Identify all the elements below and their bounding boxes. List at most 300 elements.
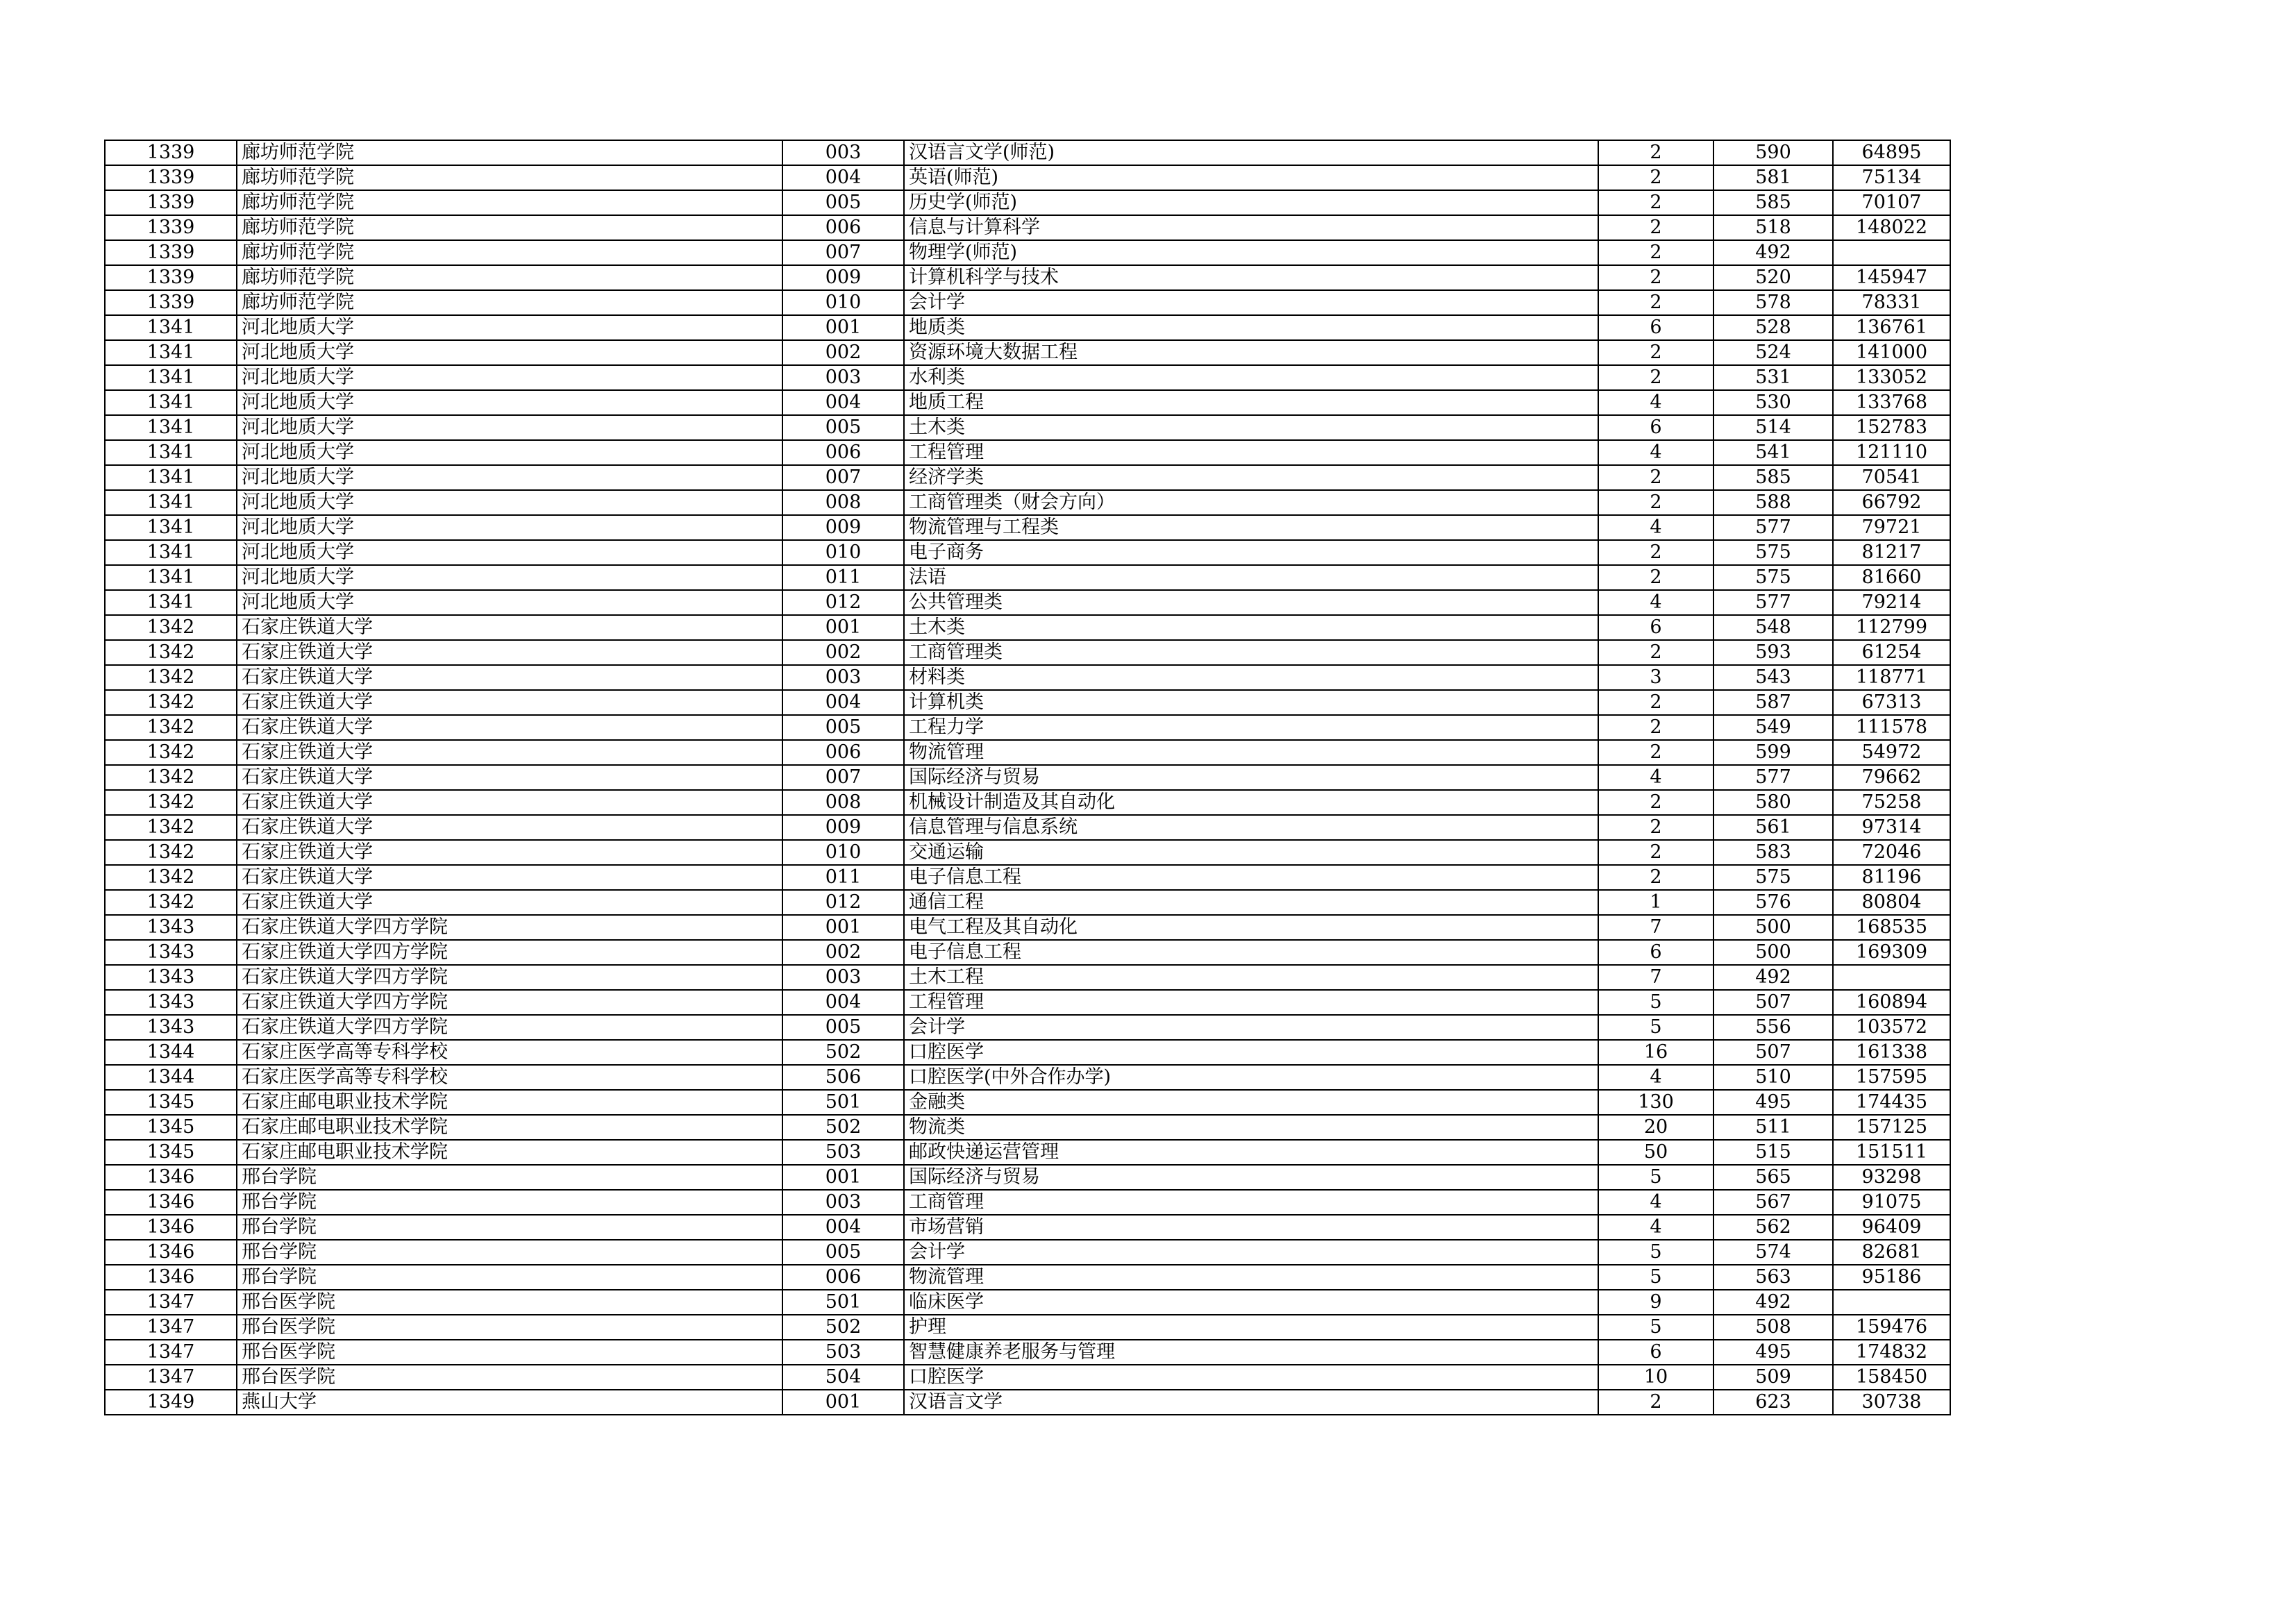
min-score-cell: 509 xyxy=(1713,1365,1833,1390)
major-name-cell: 工商管理 xyxy=(904,1190,1598,1215)
plan-count-cell: 4 xyxy=(1598,1215,1713,1240)
min-score-cell: 583 xyxy=(1713,840,1833,865)
school-name-cell: 邢台学院 xyxy=(237,1165,782,1190)
major-code-cell: 007 xyxy=(782,765,904,790)
school-code-cell: 1339 xyxy=(105,290,237,315)
major-code-cell: 501 xyxy=(782,1290,904,1315)
major-code-cell: 006 xyxy=(782,740,904,765)
plan-count-cell: 5 xyxy=(1598,1315,1713,1340)
min-rank-cell xyxy=(1833,240,1950,265)
min-score-cell: 588 xyxy=(1713,490,1833,515)
plan-count-cell: 2 xyxy=(1598,215,1713,240)
plan-count-cell: 2 xyxy=(1598,465,1713,490)
min-rank-cell: 61254 xyxy=(1833,640,1950,665)
school-name-cell: 河北地质大学 xyxy=(237,340,782,365)
table-row xyxy=(105,990,1950,1015)
major-name-cell: 资源环境大数据工程 xyxy=(904,340,1598,365)
major-code-cell: 004 xyxy=(782,165,904,190)
school-code-cell: 1343 xyxy=(105,990,237,1015)
min-score-cell: 575 xyxy=(1713,540,1833,565)
major-name-cell: 地质工程 xyxy=(904,390,1598,415)
major-code-cell: 001 xyxy=(782,1165,904,1190)
min-score-cell: 507 xyxy=(1713,1040,1833,1065)
min-rank-cell: 158450 xyxy=(1833,1365,1950,1390)
school-name-cell: 石家庄铁道大学 xyxy=(237,665,782,690)
school-name-cell: 邢台学院 xyxy=(237,1265,782,1290)
major-code-cell: 005 xyxy=(782,1240,904,1265)
major-code-cell: 006 xyxy=(782,215,904,240)
major-name-cell: 法语 xyxy=(904,565,1598,590)
school-name-cell: 石家庄铁道大学 xyxy=(237,865,782,890)
school-name-cell: 石家庄铁道大学 xyxy=(237,765,782,790)
school-name-cell: 石家庄铁道大学 xyxy=(237,890,782,915)
table-row xyxy=(105,140,1950,165)
table-row xyxy=(105,865,1950,890)
school-code-cell: 1341 xyxy=(105,540,237,565)
school-code-cell: 1341 xyxy=(105,365,237,390)
min-rank-cell: 82681 xyxy=(1833,1240,1950,1265)
min-rank-cell: 79721 xyxy=(1833,515,1950,540)
school-name-cell: 廊坊师范学院 xyxy=(237,190,782,215)
min-rank-cell: 118771 xyxy=(1833,665,1950,690)
major-code-cell: 003 xyxy=(782,140,904,165)
min-rank-cell: 145947 xyxy=(1833,265,1950,290)
school-name-cell: 河北地质大学 xyxy=(237,440,782,465)
min-rank-cell: 96409 xyxy=(1833,1215,1950,1240)
min-rank-cell: 75134 xyxy=(1833,165,1950,190)
plan-count-cell: 4 xyxy=(1598,765,1713,790)
table-row xyxy=(105,490,1950,515)
min-rank-cell: 121110 xyxy=(1833,440,1950,465)
major-name-cell: 电子信息工程 xyxy=(904,865,1598,890)
table-row xyxy=(105,1015,1950,1040)
major-name-cell: 材料类 xyxy=(904,665,1598,690)
table-row xyxy=(105,1065,1950,1090)
plan-count-cell: 6 xyxy=(1598,1340,1713,1365)
table-row xyxy=(105,440,1950,465)
school-name-cell: 石家庄铁道大学四方学院 xyxy=(237,965,782,990)
major-name-cell: 电子信息工程 xyxy=(904,940,1598,965)
min-rank-cell: 168535 xyxy=(1833,915,1950,940)
plan-count-cell: 2 xyxy=(1598,790,1713,815)
major-code-cell: 004 xyxy=(782,990,904,1015)
major-code-cell: 502 xyxy=(782,1115,904,1140)
min-score-cell: 510 xyxy=(1713,1065,1833,1090)
school-name-cell: 石家庄铁道大学 xyxy=(237,790,782,815)
min-rank-cell: 112799 xyxy=(1833,615,1950,640)
table-row xyxy=(105,890,1950,915)
major-name-cell: 汉语言文学(师范) xyxy=(904,140,1598,165)
school-code-cell: 1346 xyxy=(105,1215,237,1240)
min-score-cell: 577 xyxy=(1713,765,1833,790)
school-code-cell: 1342 xyxy=(105,790,237,815)
table-row xyxy=(105,1090,1950,1115)
min-score-cell: 593 xyxy=(1713,640,1833,665)
table-row xyxy=(105,415,1950,440)
school-code-cell: 1341 xyxy=(105,490,237,515)
min-score-cell: 587 xyxy=(1713,690,1833,715)
table-row xyxy=(105,290,1950,315)
school-code-cell: 1341 xyxy=(105,340,237,365)
min-rank-cell: 30738 xyxy=(1833,1390,1950,1415)
major-code-cell: 004 xyxy=(782,390,904,415)
school-code-cell: 1346 xyxy=(105,1165,237,1190)
major-code-cell: 005 xyxy=(782,1015,904,1040)
major-code-cell: 502 xyxy=(782,1315,904,1340)
school-name-cell: 石家庄铁道大学四方学院 xyxy=(237,1015,782,1040)
min-rank-cell: 174435 xyxy=(1833,1090,1950,1115)
min-rank-cell: 78331 xyxy=(1833,290,1950,315)
major-code-cell: 501 xyxy=(782,1090,904,1115)
table-row xyxy=(105,1315,1950,1340)
plan-count-cell: 6 xyxy=(1598,415,1713,440)
school-name-cell: 邢台医学院 xyxy=(237,1340,782,1365)
school-name-cell: 邢台医学院 xyxy=(237,1290,782,1315)
major-name-cell: 会计学 xyxy=(904,1240,1598,1265)
school-code-cell: 1347 xyxy=(105,1315,237,1340)
min-score-cell: 574 xyxy=(1713,1240,1833,1265)
major-name-cell: 物流管理 xyxy=(904,1265,1598,1290)
school-code-cell: 1346 xyxy=(105,1265,237,1290)
plan-count-cell: 2 xyxy=(1598,140,1713,165)
min-score-cell: 549 xyxy=(1713,715,1833,740)
major-code-cell: 005 xyxy=(782,415,904,440)
school-code-cell: 1343 xyxy=(105,1015,237,1040)
table-row xyxy=(105,1040,1950,1065)
school-name-cell: 河北地质大学 xyxy=(237,590,782,615)
school-code-cell: 1342 xyxy=(105,840,237,865)
plan-count-cell: 4 xyxy=(1598,440,1713,465)
min-score-cell: 599 xyxy=(1713,740,1833,765)
table-row xyxy=(105,965,1950,990)
major-name-cell: 计算机科学与技术 xyxy=(904,265,1598,290)
min-score-cell: 577 xyxy=(1713,590,1833,615)
school-code-cell: 1349 xyxy=(105,1390,237,1415)
table-row xyxy=(105,690,1950,715)
school-code-cell: 1346 xyxy=(105,1240,237,1265)
plan-count-cell: 4 xyxy=(1598,1065,1713,1090)
major-name-cell: 历史学(师范) xyxy=(904,190,1598,215)
min-score-cell: 580 xyxy=(1713,790,1833,815)
major-code-cell: 012 xyxy=(782,890,904,915)
plan-count-cell: 2 xyxy=(1598,690,1713,715)
major-code-cell: 001 xyxy=(782,615,904,640)
plan-count-cell: 2 xyxy=(1598,340,1713,365)
major-code-cell: 503 xyxy=(782,1140,904,1165)
major-name-cell: 临床医学 xyxy=(904,1290,1598,1315)
min-score-cell: 561 xyxy=(1713,815,1833,840)
min-score-cell: 576 xyxy=(1713,890,1833,915)
min-score-cell: 500 xyxy=(1713,940,1833,965)
plan-count-cell: 2 xyxy=(1598,715,1713,740)
major-code-cell: 007 xyxy=(782,240,904,265)
table-row xyxy=(105,1340,1950,1365)
min-score-cell: 515 xyxy=(1713,1140,1833,1165)
major-code-cell: 001 xyxy=(782,1390,904,1415)
min-score-cell: 575 xyxy=(1713,865,1833,890)
plan-count-cell: 3 xyxy=(1598,665,1713,690)
table-row xyxy=(105,665,1950,690)
min-score-cell: 623 xyxy=(1713,1390,1833,1415)
school-code-cell: 1341 xyxy=(105,390,237,415)
min-rank-cell: 111578 xyxy=(1833,715,1950,740)
table-row xyxy=(105,240,1950,265)
plan-count-cell: 5 xyxy=(1598,1165,1713,1190)
min-score-cell: 492 xyxy=(1713,1290,1833,1315)
plan-count-cell: 5 xyxy=(1598,1240,1713,1265)
major-name-cell: 汉语言文学 xyxy=(904,1390,1598,1415)
school-name-cell: 石家庄铁道大学 xyxy=(237,690,782,715)
min-score-cell: 590 xyxy=(1713,140,1833,165)
min-score-cell: 575 xyxy=(1713,565,1833,590)
min-rank-cell xyxy=(1833,1290,1950,1315)
school-code-cell: 1343 xyxy=(105,965,237,990)
plan-count-cell: 4 xyxy=(1598,590,1713,615)
min-rank-cell: 80804 xyxy=(1833,890,1950,915)
major-name-cell: 地质类 xyxy=(904,315,1598,340)
table-row xyxy=(105,615,1950,640)
school-name-cell: 河北地质大学 xyxy=(237,415,782,440)
major-name-cell: 工程管理 xyxy=(904,990,1598,1015)
min-rank-cell: 157125 xyxy=(1833,1115,1950,1140)
plan-count-cell: 6 xyxy=(1598,615,1713,640)
major-name-cell: 市场营销 xyxy=(904,1215,1598,1240)
major-name-cell: 机械设计制造及其自动化 xyxy=(904,790,1598,815)
min-score-cell: 567 xyxy=(1713,1190,1833,1215)
school-code-cell: 1341 xyxy=(105,565,237,590)
admission-table xyxy=(104,140,1951,1415)
min-score-cell: 492 xyxy=(1713,240,1833,265)
plan-count-cell: 4 xyxy=(1598,390,1713,415)
major-code-cell: 506 xyxy=(782,1065,904,1090)
min-rank-cell: 152783 xyxy=(1833,415,1950,440)
school-code-cell: 1346 xyxy=(105,1190,237,1215)
major-code-cell: 002 xyxy=(782,940,904,965)
school-code-cell: 1339 xyxy=(105,265,237,290)
school-name-cell: 邢台学院 xyxy=(237,1190,782,1215)
plan-count-cell: 5 xyxy=(1598,990,1713,1015)
major-name-cell: 物流管理 xyxy=(904,740,1598,765)
plan-count-cell: 2 xyxy=(1598,740,1713,765)
school-name-cell: 石家庄邮电职业技术学院 xyxy=(237,1115,782,1140)
table-row xyxy=(105,815,1950,840)
min-rank-cell: 64895 xyxy=(1833,140,1950,165)
plan-count-cell: 2 xyxy=(1598,165,1713,190)
school-code-cell: 1342 xyxy=(105,765,237,790)
major-name-cell: 物理学(师范) xyxy=(904,240,1598,265)
school-code-cell: 1342 xyxy=(105,640,237,665)
major-name-cell: 口腔医学(中外合作办学) xyxy=(904,1065,1598,1090)
major-code-cell: 003 xyxy=(782,1190,904,1215)
major-name-cell: 信息与计算科学 xyxy=(904,215,1598,240)
table-body xyxy=(105,140,1950,1415)
school-name-cell: 廊坊师范学院 xyxy=(237,140,782,165)
table-row xyxy=(105,765,1950,790)
min-score-cell: 492 xyxy=(1713,965,1833,990)
min-rank-cell: 79662 xyxy=(1833,765,1950,790)
major-name-cell: 工程力学 xyxy=(904,715,1598,740)
major-name-cell: 土木类 xyxy=(904,615,1598,640)
major-code-cell: 011 xyxy=(782,565,904,590)
school-code-cell: 1345 xyxy=(105,1115,237,1140)
major-code-cell: 004 xyxy=(782,690,904,715)
major-code-cell: 005 xyxy=(782,190,904,215)
table-row xyxy=(105,265,1950,290)
school-name-cell: 邢台医学院 xyxy=(237,1315,782,1340)
major-code-cell: 010 xyxy=(782,840,904,865)
school-name-cell: 邢台医学院 xyxy=(237,1365,782,1390)
plan-count-cell: 7 xyxy=(1598,915,1713,940)
min-score-cell: 514 xyxy=(1713,415,1833,440)
min-score-cell: 524 xyxy=(1713,340,1833,365)
school-name-cell: 河北地质大学 xyxy=(237,565,782,590)
min-rank-cell: 66792 xyxy=(1833,490,1950,515)
table-row xyxy=(105,315,1950,340)
major-code-cell: 003 xyxy=(782,965,904,990)
major-code-cell: 009 xyxy=(782,515,904,540)
min-rank-cell: 174832 xyxy=(1833,1340,1950,1365)
school-code-cell: 1343 xyxy=(105,915,237,940)
school-code-cell: 1345 xyxy=(105,1140,237,1165)
min-rank-cell: 141000 xyxy=(1833,340,1950,365)
plan-count-cell: 6 xyxy=(1598,315,1713,340)
major-code-cell: 002 xyxy=(782,340,904,365)
plan-count-cell: 2 xyxy=(1598,365,1713,390)
major-name-cell: 口腔医学 xyxy=(904,1040,1598,1065)
major-name-cell: 物流管理与工程类 xyxy=(904,515,1598,540)
min-score-cell: 585 xyxy=(1713,465,1833,490)
min-score-cell: 578 xyxy=(1713,290,1833,315)
major-name-cell: 物流类 xyxy=(904,1115,1598,1140)
major-name-cell: 电气工程及其自动化 xyxy=(904,915,1598,940)
major-code-cell: 008 xyxy=(782,790,904,815)
min-score-cell: 541 xyxy=(1713,440,1833,465)
min-rank-cell: 161338 xyxy=(1833,1040,1950,1065)
school-name-cell: 邢台学院 xyxy=(237,1240,782,1265)
table-row xyxy=(105,915,1950,940)
table-row xyxy=(105,1240,1950,1265)
min-rank-cell: 91075 xyxy=(1833,1190,1950,1215)
major-code-cell: 005 xyxy=(782,715,904,740)
major-name-cell: 计算机类 xyxy=(904,690,1598,715)
school-name-cell: 河北地质大学 xyxy=(237,390,782,415)
major-name-cell: 土木类 xyxy=(904,415,1598,440)
school-name-cell: 河北地质大学 xyxy=(237,515,782,540)
min-rank-cell: 70107 xyxy=(1833,190,1950,215)
table-row xyxy=(105,565,1950,590)
school-name-cell: 石家庄医学高等专科学校 xyxy=(237,1065,782,1090)
major-name-cell: 智慧健康养老服务与管理 xyxy=(904,1340,1598,1365)
plan-count-cell: 6 xyxy=(1598,940,1713,965)
min-score-cell: 507 xyxy=(1713,990,1833,1015)
min-rank-cell: 160894 xyxy=(1833,990,1950,1015)
min-score-cell: 556 xyxy=(1713,1015,1833,1040)
school-name-cell: 邢台学院 xyxy=(237,1215,782,1240)
plan-count-cell: 10 xyxy=(1598,1365,1713,1390)
major-name-cell: 口腔医学 xyxy=(904,1365,1598,1390)
plan-count-cell: 2 xyxy=(1598,840,1713,865)
min-rank-cell: 75258 xyxy=(1833,790,1950,815)
min-rank-cell: 72046 xyxy=(1833,840,1950,865)
major-code-cell: 011 xyxy=(782,865,904,890)
min-rank-cell: 67313 xyxy=(1833,690,1950,715)
min-score-cell: 511 xyxy=(1713,1115,1833,1140)
min-score-cell: 495 xyxy=(1713,1340,1833,1365)
table-row xyxy=(105,1265,1950,1290)
min-rank-cell: 81660 xyxy=(1833,565,1950,590)
school-name-cell: 河北地质大学 xyxy=(237,490,782,515)
table-row xyxy=(105,1140,1950,1165)
major-name-cell: 工商管理类（财会方向） xyxy=(904,490,1598,515)
school-name-cell: 石家庄铁道大学 xyxy=(237,715,782,740)
school-code-cell: 1345 xyxy=(105,1090,237,1115)
plan-count-cell: 2 xyxy=(1598,865,1713,890)
school-name-cell: 河北地质大学 xyxy=(237,315,782,340)
table-row xyxy=(105,365,1950,390)
plan-count-cell: 16 xyxy=(1598,1040,1713,1065)
plan-count-cell: 2 xyxy=(1598,265,1713,290)
major-code-cell: 009 xyxy=(782,265,904,290)
plan-count-cell: 50 xyxy=(1598,1140,1713,1165)
school-code-cell: 1341 xyxy=(105,590,237,615)
major-code-cell: 006 xyxy=(782,440,904,465)
min-rank-cell: 93298 xyxy=(1833,1165,1950,1190)
plan-count-cell: 4 xyxy=(1598,515,1713,540)
school-name-cell: 石家庄铁道大学 xyxy=(237,740,782,765)
school-name-cell: 石家庄铁道大学 xyxy=(237,815,782,840)
school-code-cell: 1347 xyxy=(105,1365,237,1390)
min-rank-cell: 157595 xyxy=(1833,1065,1950,1090)
school-name-cell: 燕山大学 xyxy=(237,1390,782,1415)
school-code-cell: 1339 xyxy=(105,240,237,265)
plan-count-cell: 2 xyxy=(1598,565,1713,590)
school-name-cell: 廊坊师范学院 xyxy=(237,215,782,240)
school-name-cell: 石家庄铁道大学四方学院 xyxy=(237,990,782,1015)
table-row xyxy=(105,215,1950,240)
major-name-cell: 金融类 xyxy=(904,1090,1598,1115)
plan-count-cell: 130 xyxy=(1598,1090,1713,1115)
min-score-cell: 562 xyxy=(1713,1215,1833,1240)
min-score-cell: 518 xyxy=(1713,215,1833,240)
plan-count-cell: 9 xyxy=(1598,1290,1713,1315)
school-code-cell: 1342 xyxy=(105,890,237,915)
table-row xyxy=(105,715,1950,740)
table-row xyxy=(105,1115,1950,1140)
min-score-cell: 528 xyxy=(1713,315,1833,340)
min-score-cell: 530 xyxy=(1713,390,1833,415)
major-code-cell: 504 xyxy=(782,1365,904,1390)
min-rank-cell: 169309 xyxy=(1833,940,1950,965)
table-row xyxy=(105,590,1950,615)
major-name-cell: 邮政快递运营管理 xyxy=(904,1140,1598,1165)
plan-count-cell: 2 xyxy=(1598,190,1713,215)
plan-count-cell: 2 xyxy=(1598,640,1713,665)
major-name-cell: 会计学 xyxy=(904,1015,1598,1040)
school-name-cell: 石家庄邮电职业技术学院 xyxy=(237,1090,782,1115)
school-code-cell: 1341 xyxy=(105,440,237,465)
min-score-cell: 565 xyxy=(1713,1165,1833,1190)
school-code-cell: 1342 xyxy=(105,715,237,740)
min-score-cell: 543 xyxy=(1713,665,1833,690)
major-code-cell: 004 xyxy=(782,1215,904,1240)
major-code-cell: 010 xyxy=(782,290,904,315)
major-name-cell: 护理 xyxy=(904,1315,1598,1340)
school-code-cell: 1344 xyxy=(105,1040,237,1065)
major-code-cell: 007 xyxy=(782,465,904,490)
min-rank-cell: 97314 xyxy=(1833,815,1950,840)
school-code-cell: 1339 xyxy=(105,165,237,190)
table-row xyxy=(105,1165,1950,1190)
